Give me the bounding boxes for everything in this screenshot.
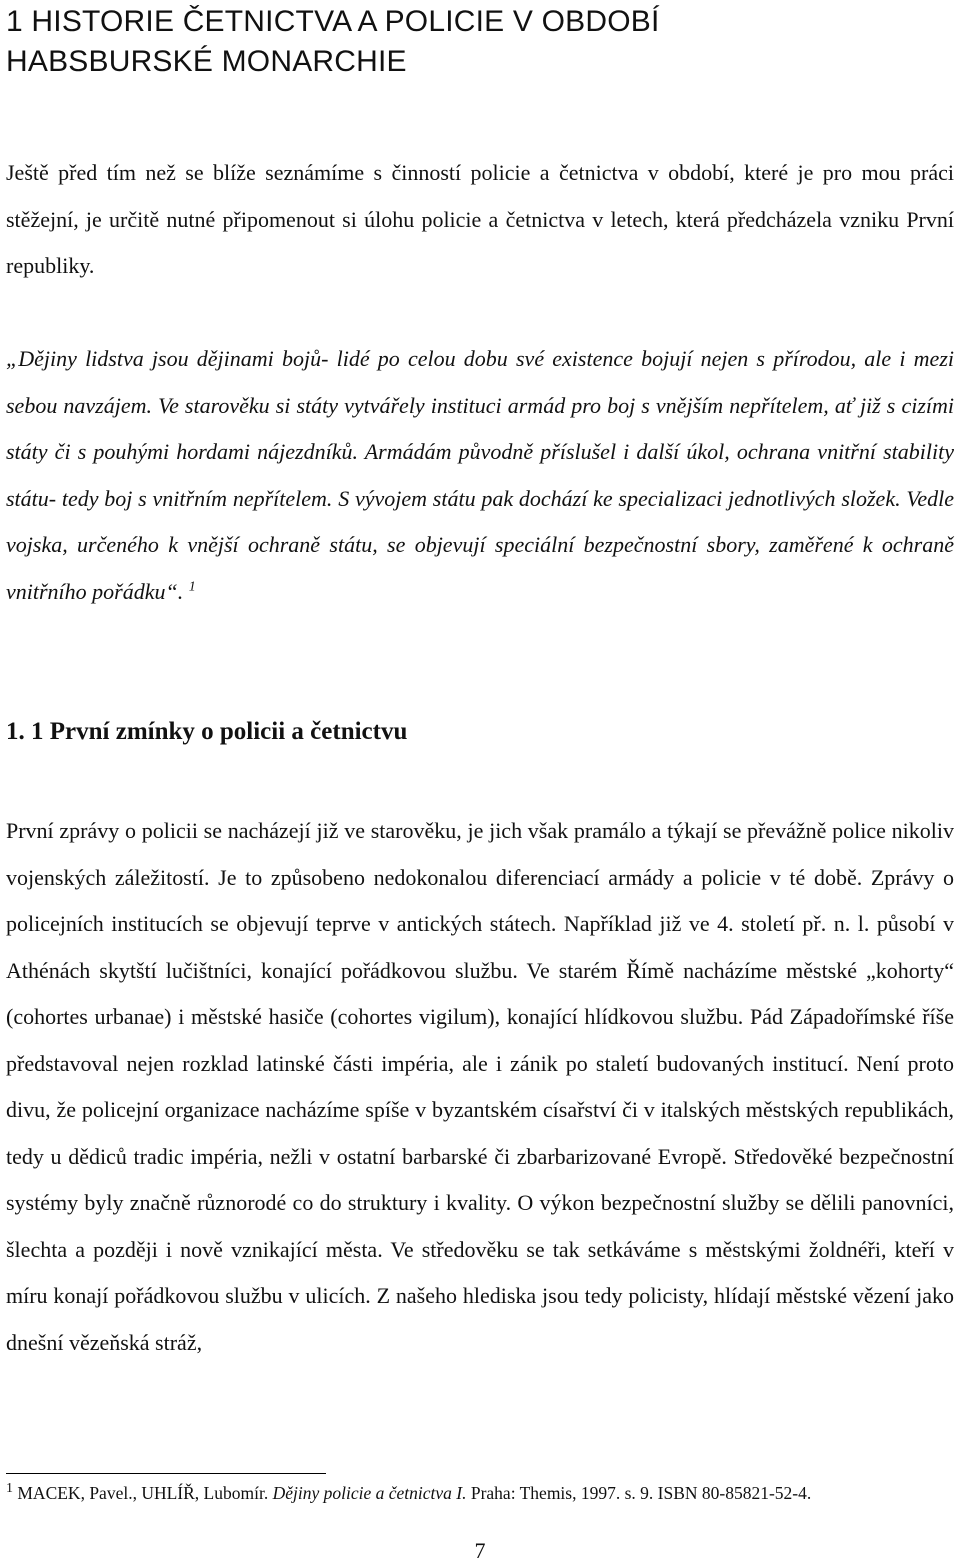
chapter-title-line-2: HABSBURSKÉ MONARCHIE: [6, 45, 407, 78]
footnote-authors: MACEK, Pavel., UHLÍŘ, Lubomír.: [17, 1483, 269, 1503]
footnote-separator: [6, 1473, 326, 1474]
page-number: 7: [474, 1538, 486, 1563]
chapter-title: [6, 2, 946, 82]
quote-paragraph: [6, 336, 954, 615]
chapter-title-line-1: 1 HISTORIE ČETNICTVA A POLICIE V OBDOBÍ: [6, 5, 660, 38]
footnote: [6, 1481, 946, 1505]
footnote-reference[interactable]: 1: [188, 579, 196, 595]
footnote-number: 1: [6, 1481, 13, 1497]
quote-text: „Dějiny lidstva jsou dějinami bojů- lidé po celou dobu své existence bojují nejen s přírodou, ale i mezi sebou navzájem. Ve starověku si státy vytvářely instituci armád pro boj s vnějším nepřítelem, ať již s cizími státy či s pouhými hordami nájezdníků. Armádám původně příslušel i další úkol, ochrana vnitřní stability státu- tedy boj s vnitřním nepřítelem. S vývojem státu pak dochází ke specializaci jednotlivých složek. Vedle vojska, určeného k vnější ochraně státu, se objevují speciální bezpečnostní sbory, zaměřené k ochraně vnitřního pořádku“.: [6, 346, 954, 604]
section-title: 1. 1 První zmínky o policii a četnictvu: [6, 718, 408, 745]
intro-paragraph: Ještě před tím než se blíže seznámíme s činností policie a četnictva v období, které je pro mou práci stěžejní, je určitě nutné připomenout si úlohu policie a četnictva v letech, která předcházela vzniku První republiky.: [6, 160, 954, 278]
footnote-book-title: Dějiny policie a četnictva I.: [272, 1483, 467, 1503]
footnote-details: Praha: Themis, 1997. s. 9. ISBN 80-85821-52-4.: [470, 1483, 812, 1503]
main-paragraph: První zprávy o policii se nacházejí již ve starověku, je jich však pramálo a týkají se převážně police nikoliv vojenských záležitostí. Je to způsobeno nedokonalou diferenciací armády a policie v té době. Zprávy o policejních institucích se objevují teprve v antických státech. Například již ve 4. století př. n. l. působí v Athénách skytští lučištníci, konající pořádkovou službu. Ve starém Římě nacházíme městské „kohorty“ (cohortes urbanae) i městské hasiče (cohortes vigilum), konající hlídkovou službu. Pád Západořímské říše představoval nejen rozklad latinské části impéria, ale i zánik po staletí budovaných institucí. Není proto divu, že policejní organizace nacházíme spíše v byzantském císařství či v italských městských republikách, tedy u dědiců tradic impéria, nežli v ostatní barbarské či zbarbarizované Evropě. Středověké bezpečnostní systémy byly značně různorodé co do struktury i kvality. O výkon bezpečnostní služby se dělili panovníci, šlechta a později i nově vznikající města. Ve středověku se tak setkáváme s městskými žoldnéři, kteří v míru konají pořádkovou službu v ulicích. Z našeho hlediska jsou tedy policisty, hlídají městské vězení jako dnešní vězeňská stráž,: [6, 818, 954, 1355]
